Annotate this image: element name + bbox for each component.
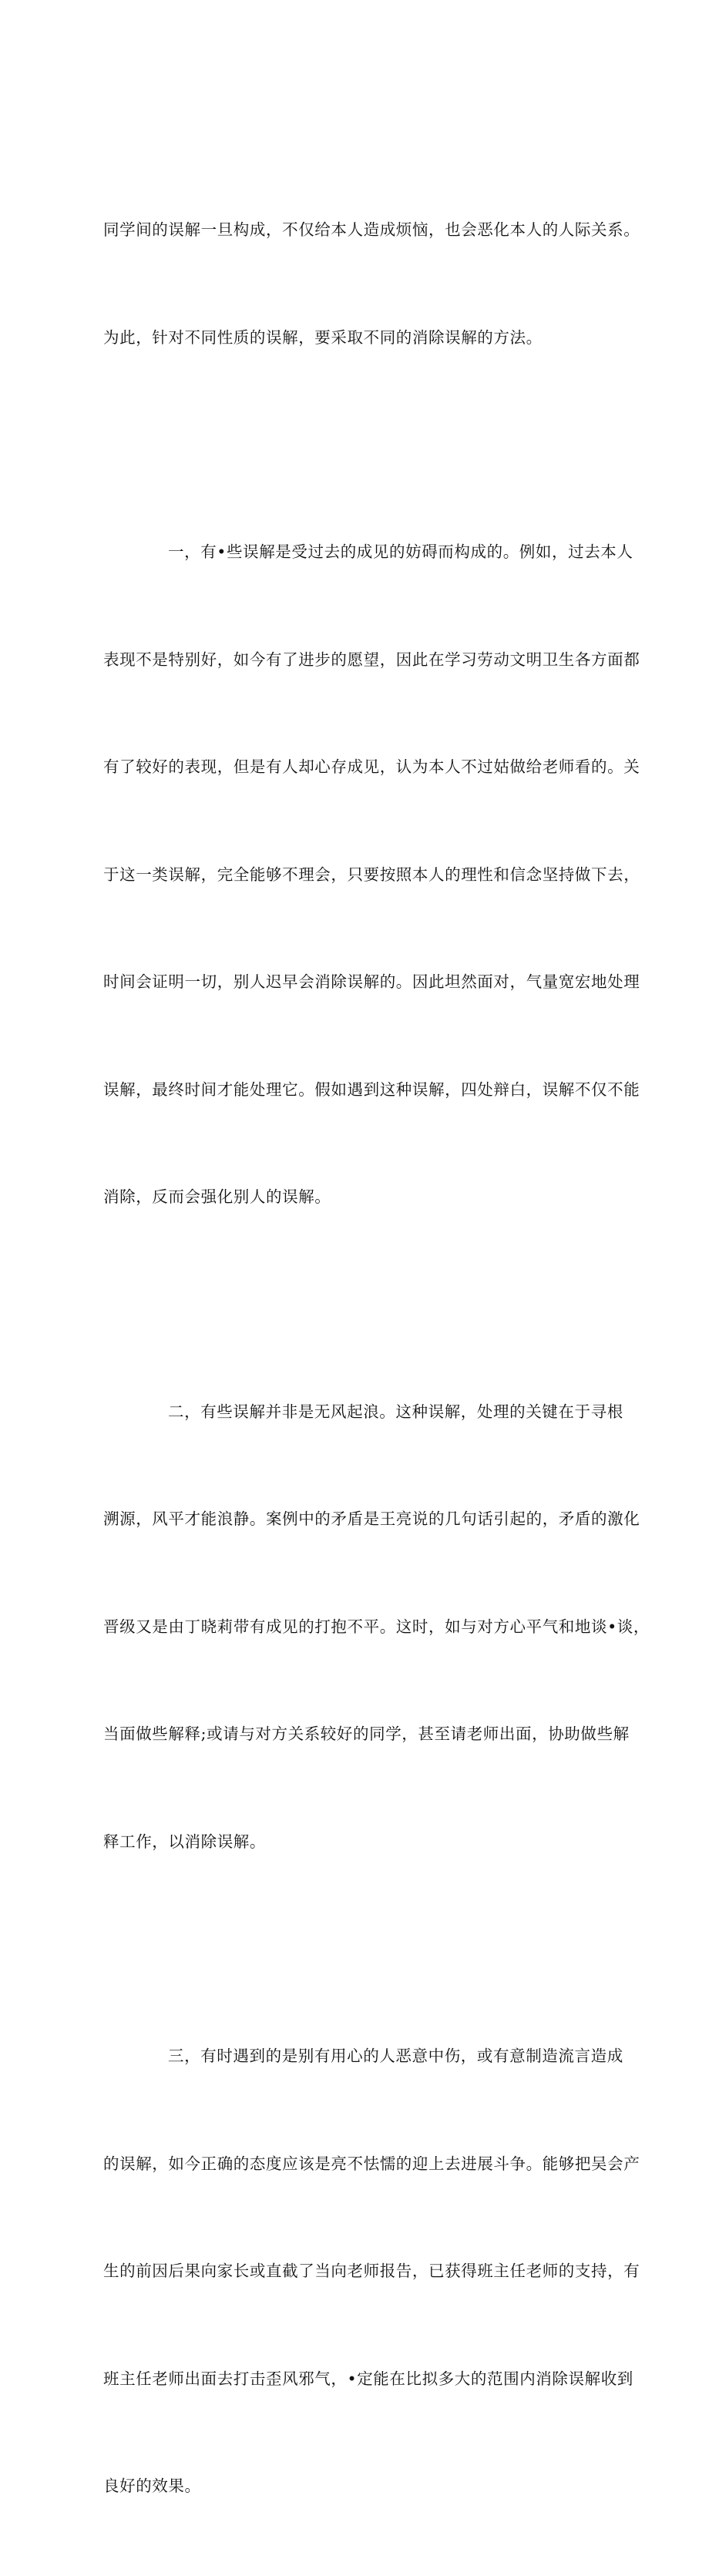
text-line: 同学间的误解一旦构成，不仅给本人造成烦恼，也会恶化本人的人际关系。 [103, 220, 640, 239]
text-line: 时间会证明一切，别人迟早会消除误解的。因此坦然面对，气量宽宏地处理 [103, 972, 640, 991]
text-line: 三，有时遇到的是别有用心的人恶意中伤，或有意制造流言造成 [168, 2047, 623, 2065]
paragraph-one [103, 462, 640, 1287]
paragraph-three [103, 1966, 640, 2576]
text-line: 良好的效果。 [103, 2477, 201, 2495]
text-line: 消除，反而会强化别人的误解。 [103, 1187, 331, 1206]
paragraph-intro [103, 140, 640, 427]
text-line: 当面做些解释;或请与对方关系较好的同学，甚至请老师出面，协助做些解 [103, 1725, 630, 1743]
text-line: 二，有些误解并非是无风起浪。这种误解，处理的关键在于寻根 [168, 1402, 623, 1421]
text-line: 溯源，风平才能浪静。案例中的矛盾是王亮说的几句话引起的，矛盾的激化 [103, 1510, 640, 1528]
text-line: 释工作，以消除误解。 [103, 1832, 266, 1851]
text-line: 的误解，如今正确的态度应该是亮不怯懦的迎上去进展斗争。能够把吴会产 [103, 2154, 640, 2173]
text-line: 班主任老师出面去打击歪风邪气，•定能在比拟多大的范围内消除误解收到 [103, 2369, 633, 2388]
text-line: 于这一类误解，完全能够不理会，只要按照本人的理性和信念坚持做下去， [103, 865, 640, 884]
text-line: 晋级又是由丁晓莉带有成见的打抱不平。这时，如与对方心平气和地谈•谈， [103, 1617, 650, 1636]
paragraph-two [103, 1322, 650, 1932]
text-line: 为此，针对不同性质的误解，要采取不同的消除误解的方法。 [103, 327, 543, 347]
text-line: 一，有•些误解是受过去的成见的妨碍而构成的。例如，过去本人 [168, 542, 633, 561]
text-line: 生的前因后果向家长或直截了当向老师报告，已获得班主任老师的支持，有 [103, 2262, 640, 2280]
text-line: 有了较好的表现，但是有人却心存成见，认为本人不过姑做给老师看的。关 [103, 757, 640, 776]
text-line: 表现不是特别好，如今有了进步的愿望，因此在学习劳动文明卫生各方面都 [103, 650, 640, 669]
document-body [103, 140, 650, 2576]
text-line: 误解，最终时间才能处理它。假如遇到这种误解，四处辩白，误解不仅不能 [103, 1080, 640, 1099]
